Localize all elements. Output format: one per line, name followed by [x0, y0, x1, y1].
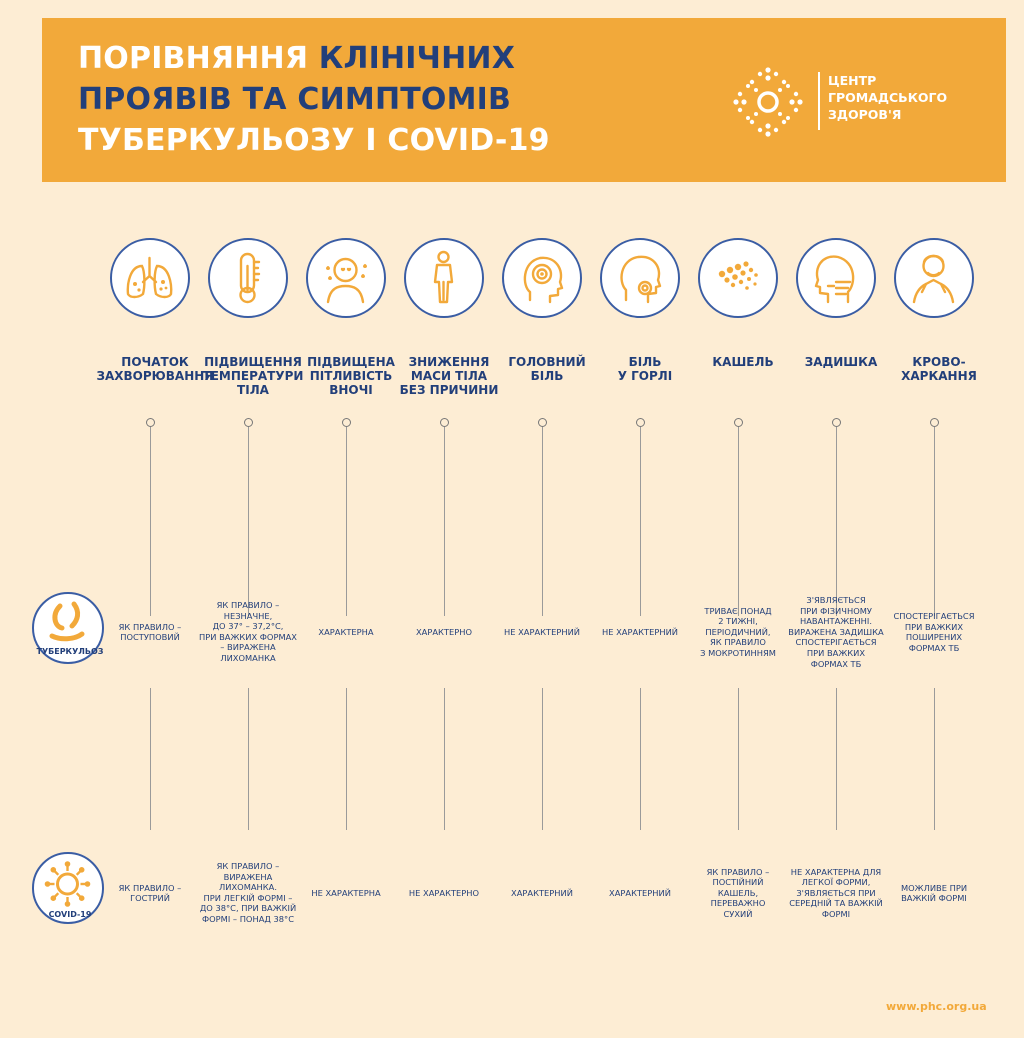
tuberculosis-value: НЕ ХАРАКТЕРНИЙ	[601, 626, 678, 637]
timeline-line	[444, 427, 445, 616]
timeline-line	[640, 688, 641, 830]
logo-line1: ЦЕНТР	[828, 73, 877, 88]
timeline-line	[738, 688, 739, 830]
timeline-line	[836, 427, 837, 616]
symptom-icon-frame	[404, 238, 484, 318]
timeline-node	[930, 418, 939, 427]
timeline-node	[244, 418, 253, 427]
tuberculosis-value: СПОСТЕРІГАЄТЬСЯ ПРИ ВАЖКИХ ПОШИРЕНИХ ФОРМАХ ТБ	[893, 611, 975, 653]
symptom-icon-frame	[502, 238, 582, 318]
timeline-line	[934, 427, 935, 616]
timeline-line	[248, 688, 249, 830]
symptom-label: КАШЕЛЬ	[712, 355, 774, 369]
tuberculosis-value: НЕ ХАРАКТЕРНИЙ	[503, 626, 580, 637]
symptom-label: ЗНИЖЕННЯ МАСИ ТІЛА БЕЗ ПРИЧИНИ	[399, 355, 499, 397]
title-line3: ТУБЕРКУЛЬОЗУ І COVID-19	[78, 123, 550, 158]
timeline-node	[146, 418, 155, 427]
timeline-line	[346, 688, 347, 830]
covid-value: НЕ ХАРАКТЕРНА ДЛЯ ЛЕГКОЇ ФОРМИ, З'ЯВЛЯЄТЬСЯ ПРИ СЕРЕДНІЙ ТА ВАЖКІЙ ФОРМІ	[789, 866, 883, 919]
symptom-label: ПІДВИЩЕНА ПІТЛИВІСТЬ ВНОЧІ	[307, 355, 395, 397]
logo-line3: ЗДОРОВ'Я	[828, 107, 902, 122]
title-line2: ПРОЯВІВ ТА СИМПТОМІВ	[78, 82, 512, 117]
timeline-node	[636, 418, 645, 427]
body-weight-icon	[406, 240, 481, 315]
timeline-line	[248, 427, 249, 616]
covid-label: COVID-19	[48, 910, 92, 919]
symptom-label: ПОЧАТОК ЗАХВОРЮВАННЯ	[96, 355, 214, 383]
symptom-icon-frame	[110, 238, 190, 318]
timeline-line	[836, 688, 837, 830]
covid-value: ХАРАКТЕРНИЙ	[511, 887, 573, 898]
timeline-line	[640, 427, 641, 616]
tuberculosis-value: ХАРАКТЕРНО	[415, 626, 472, 637]
covid-value: МОЖЛИВЕ ПРИ ВАЖКІЙ ФОРМІ	[900, 882, 968, 904]
symptom-icon-frame	[698, 238, 778, 318]
timeline-node	[440, 418, 449, 427]
timeline-line	[150, 688, 151, 830]
tuberculosis-value: З'ЯВЛЯЄТЬСЯ ПРИ ФІЗИЧНОМУ НАВАНТАЖЕННІ. ВИРАЖЕНА ЗАДИШКА СПОСТЕРІГАЄТЬСЯ ПРИ ВАЖКИХ ФОРМАХ ТБ	[788, 595, 884, 669]
timeline-line	[542, 427, 543, 616]
cough-icon	[700, 240, 775, 315]
timeline-line	[150, 427, 151, 616]
logo-line2: ГРОМАДСЬКОГО	[828, 90, 948, 105]
timeline-node	[832, 418, 841, 427]
headache-icon	[504, 240, 579, 315]
symptom-label: БІЛЬ У ГОРЛІ	[617, 355, 673, 383]
covid-value: ЯК ПРАВИЛО – ПОСТІЙНИЙ КАШЕЛЬ, ПЕРЕВАЖНО СУХИЙ	[706, 866, 770, 919]
thermometer-icon	[210, 240, 285, 315]
covid-value: ЯК ПРАВИЛО – ВИРАЖЕНА ЛИХОМАНКА. ПРИ ЛЕГКІЙ ФОРМІ – ДО 38°С, ПРИ ВАЖКІЙ ФОРМІ – ПОНАД 38°С	[199, 861, 297, 924]
covid-value: НЕ ХАРАКТЕРНА	[311, 887, 381, 898]
tuberculosis-value: ЯК ПРАВИЛО – ПОСТУПОВИЙ	[118, 621, 182, 643]
symptom-label: ЗАДИШКА	[804, 355, 878, 369]
sore-throat-icon	[602, 240, 677, 315]
tuberculosis-value: ЯК ПРАВИЛО – НЕЗНАЧНЕ, ДО 37° – 37,2°С, ПРИ ВАЖКИХ ФОРМАХ – ВИРАЖЕНА ЛИХОМАНКА	[198, 600, 297, 663]
timeline-node	[342, 418, 351, 427]
symptom-icon-frame	[208, 238, 288, 318]
title-line1-b: КЛІНІЧНИХ	[318, 41, 516, 76]
tuberculosis-label: ТУБЕРКУЛЬОЗ	[36, 647, 104, 656]
phc-logo-icon	[730, 64, 806, 140]
lungs-icon	[112, 240, 187, 315]
page-title	[78, 38, 550, 161]
timeline-line	[444, 688, 445, 830]
symptom-icon-frame	[600, 238, 680, 318]
title-line1-a: ПОРІВНЯННЯ	[78, 41, 319, 76]
timeline-node	[538, 418, 547, 427]
timeline-line	[934, 688, 935, 830]
covid-value: ЯК ПРАВИЛО – ГОСТРИЙ	[118, 882, 182, 904]
symptom-icon-frame	[306, 238, 386, 318]
covid-value: ХАРАКТЕРНИЙ	[609, 887, 671, 898]
tuberculosis-value: ТРИВАЄ ПОНАД 2 ТИЖНІ, ПЕРІОДИЧНИЙ, ЯК ПРАВИЛО З МОКРОТИННЯМ	[700, 605, 776, 658]
logo-text	[828, 72, 947, 123]
shortness-of-breath-icon	[798, 240, 873, 315]
website-link[interactable]: www.phc.org.ua	[886, 1000, 987, 1013]
symptom-icon-frame	[894, 238, 974, 318]
symptom-label: ГОЛОВНИЙ БІЛЬ	[508, 355, 586, 383]
timeline-line	[738, 427, 739, 616]
tuberculosis-value: ХАРАКТЕРНА	[318, 626, 374, 637]
symptom-label: ПІДВИЩЕННЯ ТЕМПЕРАТУРИ ТІЛА	[202, 355, 304, 397]
symptom-column	[890, 238, 988, 1038]
timeline-line	[346, 427, 347, 616]
timeline-node	[734, 418, 743, 427]
symptom-icon-frame	[796, 238, 876, 318]
timeline-line	[542, 688, 543, 830]
symptom-label: КРОВО- ХАРКАННЯ	[901, 355, 977, 383]
sweating-person-icon	[308, 240, 383, 315]
logo-divider	[818, 72, 820, 130]
hemoptysis-icon	[896, 240, 971, 315]
covid-value: НЕ ХАРАКТЕРНО	[408, 887, 480, 898]
